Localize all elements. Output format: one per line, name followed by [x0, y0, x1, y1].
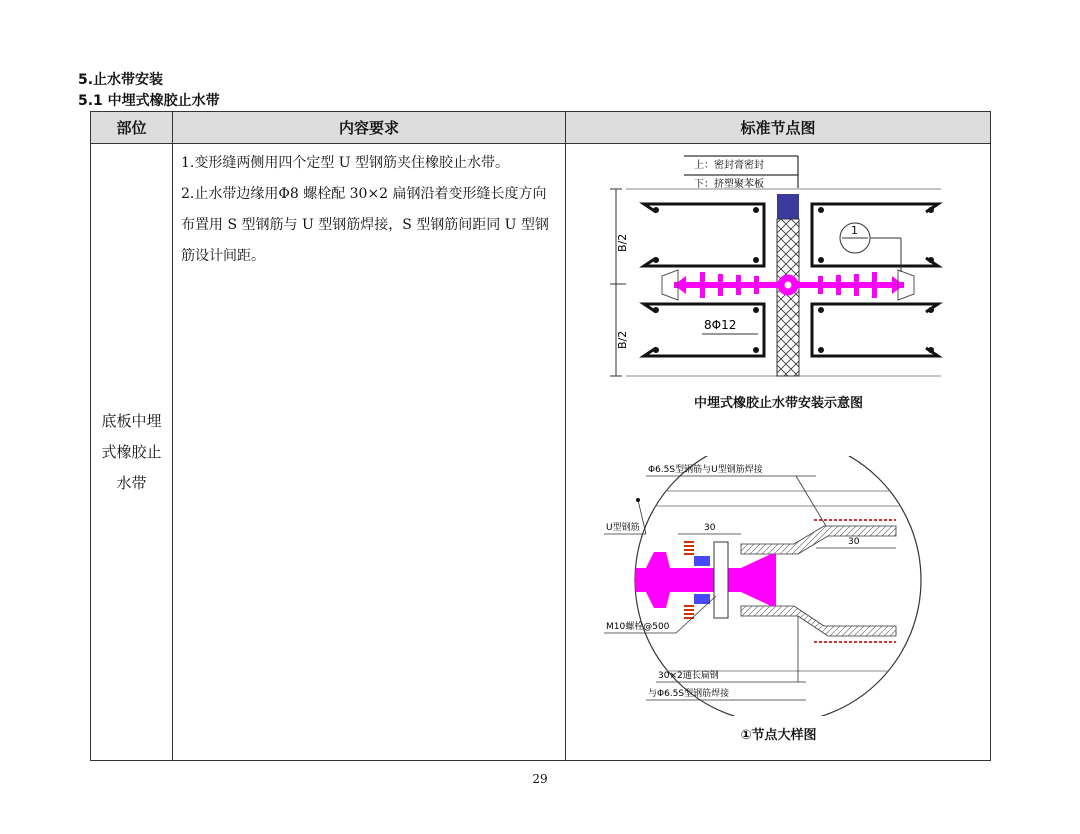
- dim-30-upper: 30: [704, 523, 716, 533]
- u-rebar-top-left: [644, 204, 764, 266]
- section-heading: 5.止水带安装: [78, 72, 164, 88]
- node-detail-caption: ①节点大样图: [740, 728, 817, 743]
- rebar-count-label: 8Φ12: [704, 318, 737, 332]
- installation-schematic-caption: 中埋式橡胶止水带安装示意图: [693, 396, 863, 411]
- label-flat-steel: 30×2通长扁钢: [658, 671, 719, 681]
- header-requirements: 内容要求: [173, 112, 566, 144]
- requirement-2: 2.止水带边缘用Φ8 螺栓配 30×2 扁钢沿着变形缝长度方向布置用 S 型钢筋与 U 型钢筋焊接，S 型钢筋间距同 U 型钢筋设计间距。: [181, 186, 549, 264]
- label-m10-bolt: M10螺栓@500: [606, 622, 670, 632]
- rubber-waterstop: [674, 272, 904, 298]
- table-row: [91, 144, 991, 761]
- section-subheading: 5.1 中埋式橡胶止水带: [78, 93, 220, 109]
- requirements-cell: [173, 144, 566, 761]
- label-sealant: 上：密封膏密封: [694, 160, 764, 171]
- dim-b-half-bottom: B/2: [616, 330, 629, 349]
- detail-callout-number: 1: [851, 224, 858, 237]
- drawing-cell: [566, 144, 991, 761]
- sealant-block: [777, 194, 799, 219]
- table-header-row: [91, 112, 991, 144]
- label-u-rebar: U型钢筋: [606, 523, 640, 533]
- dim-30-right: 30: [848, 537, 860, 547]
- header-standard-drawing: 标准节点图: [566, 112, 991, 144]
- u-rebar-bottom-right: [812, 304, 938, 356]
- xps-board-fill: [777, 219, 799, 376]
- label-s-rebar-weld-bottom: 与Φ6.5S型钢筋焊接: [648, 689, 730, 699]
- spec-table: [90, 111, 991, 761]
- part-cell: 底板中埋式橡胶止水带: [91, 144, 173, 761]
- installation-schematic: [566, 144, 991, 392]
- page-number: 29: [532, 772, 548, 786]
- requirement-1: 1.变形缝两侧用四个定型 U 型钢筋夹住橡胶止水带。: [181, 155, 510, 171]
- u-rebar-top-right: [812, 204, 938, 266]
- label-xps-board: 下：挤塑聚苯板: [694, 179, 764, 190]
- label-s-rebar-weld: Φ6.5S型钢筋与U型钢筋焊接: [648, 465, 763, 475]
- header-part: 部位: [91, 112, 173, 144]
- node-detail-drawing: [566, 456, 991, 716]
- dim-b-half-top: B/2: [616, 233, 629, 252]
